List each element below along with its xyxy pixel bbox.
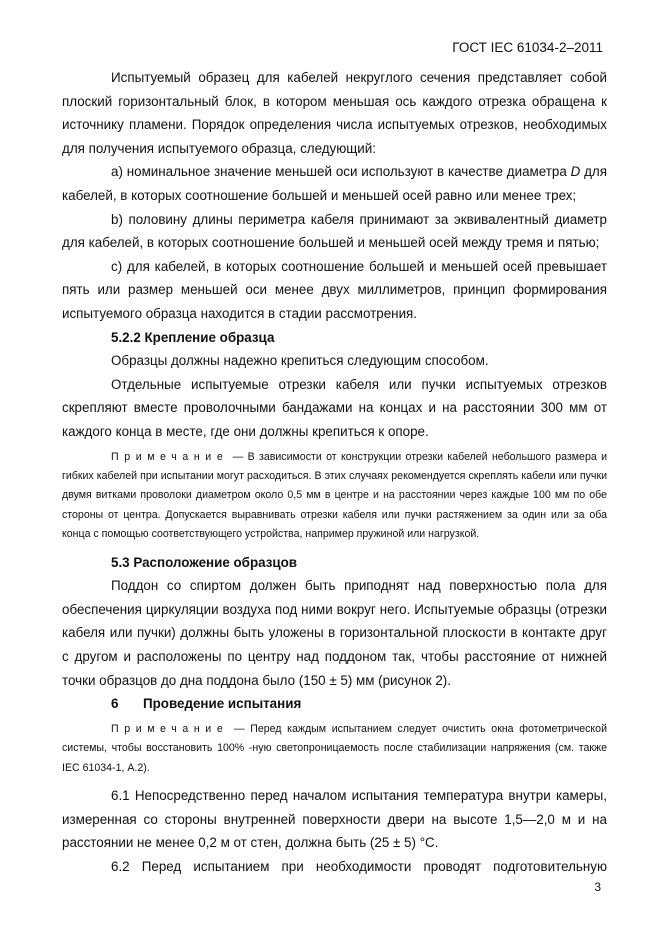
section-heading-5-3: 5.3 Расположение образцов — [111, 554, 298, 570]
paragraph-sample-placement: Поддон со спиртом должен быть приподнят над поверхностью пола для обеспечения циркуляции воздуха под ними вокруг него. Испытуемые образцы (отрезки кабеля или пучки) должны быть уложены в горизонтальной плоскости в контакте друг с другом и расположены по центру над поддоном так, чтобы расстояние от нижней точки образцов до дна поддона было (150 ± 5) мм (рисунок 2). — [62, 578, 607, 688]
page-number: 3 — [594, 880, 601, 894]
note-label: Примечание — [111, 450, 229, 463]
section-heading-6 — [62, 692, 607, 716]
note-mounting — [62, 448, 607, 545]
note-text: — Перед каждым испытанием следует очистить окна фотометрической системы, чтобы восстановить 100% -ную светопроницаемость после стабилизации напряжения (см. также IEC 61034-1, А.2). — [62, 722, 607, 774]
note-label: Примечание — [111, 722, 229, 735]
paragraph-item-b: b) половину длины периметра кабеля принимают за эквивалентный диаметр для кабелей, в которых соотношение большей и меньшей осей между тремя и пятью; — [62, 211, 607, 251]
item-a-text-end: для кабелей, в которых соотношение большей и меньшей осей равно или менее трех; — [62, 164, 607, 203]
document-header: ГОСТ IEC 61034-2–2011 — [452, 40, 603, 55]
paragraph-6-1: 6.1 Непосредственно перед началом испытания температура внутри камеры, измеренная со стороны внутренней поверхности двери на высоте 1,5—2,0 м и на расстоянии не менее 0,2 м от стен, должна быть (25 ± 5) °С. — [62, 787, 607, 851]
note-test-procedure — [62, 720, 607, 778]
note-text: — В зависимости от конструкции отрезки кабелей небольшого размера и гибких кабелей при испытании могут расходиться. В этих случаях рекомендуется скреплять кабели или пучки двумя витками проволоки диаметром около 0,5 мм в центре и на расстоянии через каждые 100 мм по обе стороны от центра. Допускается выравнивать отрезки кабеля или пучки растяжением за один или за оба конца с помощью соответствующего устройства, например пружиной или нагрузкой. — [62, 450, 607, 541]
section-number: 6 — [111, 696, 119, 712]
paragraph-mounting-details: Отдельные испытуемые отрезки кабеля или пучки испытуемых отрезков скрепляют вместе проволочными бандажами на концах и на расстоянии 300 мм от каждого конца в месте, где они должны крепиться к опоре. — [62, 376, 607, 439]
paragraph-item-c: c) для кабелей, в которых соотношение большей и меньшей осей превышает пять или размер меньшей оси менее двух миллиметров, принцип формирования испытуемого образца находится в стадии рассмотрения. — [62, 258, 607, 321]
paragraph-item-a — [62, 160, 607, 207]
paragraph-6-2: 6.2 Перед испытанием при необходимости проводят подготовительную — [111, 858, 607, 874]
item-a-text-start: a) номинальное значение меньшей оси используют в качестве диаметра — [111, 164, 571, 180]
document-body — [62, 66, 607, 878]
diameter-variable: D — [570, 164, 581, 180]
paragraph-sample-description: Испытуемый образец для кабелей некруглого сечения представляет собой плоский горизонтальный блок, в котором меньшая ось каждого отрезка обращена к источнику пламени. Порядок определения числа испытуемых отрезков, необходимых для получения испытуемого образца, следующий: — [62, 70, 607, 156]
paragraph-mounting-intro: Образцы должны надежно крепиться следующим способом. — [111, 353, 489, 369]
section-title: Проведение испытания — [143, 696, 302, 712]
section-heading-5-2-2: 5.2.2 Крепление образца — [111, 329, 275, 345]
